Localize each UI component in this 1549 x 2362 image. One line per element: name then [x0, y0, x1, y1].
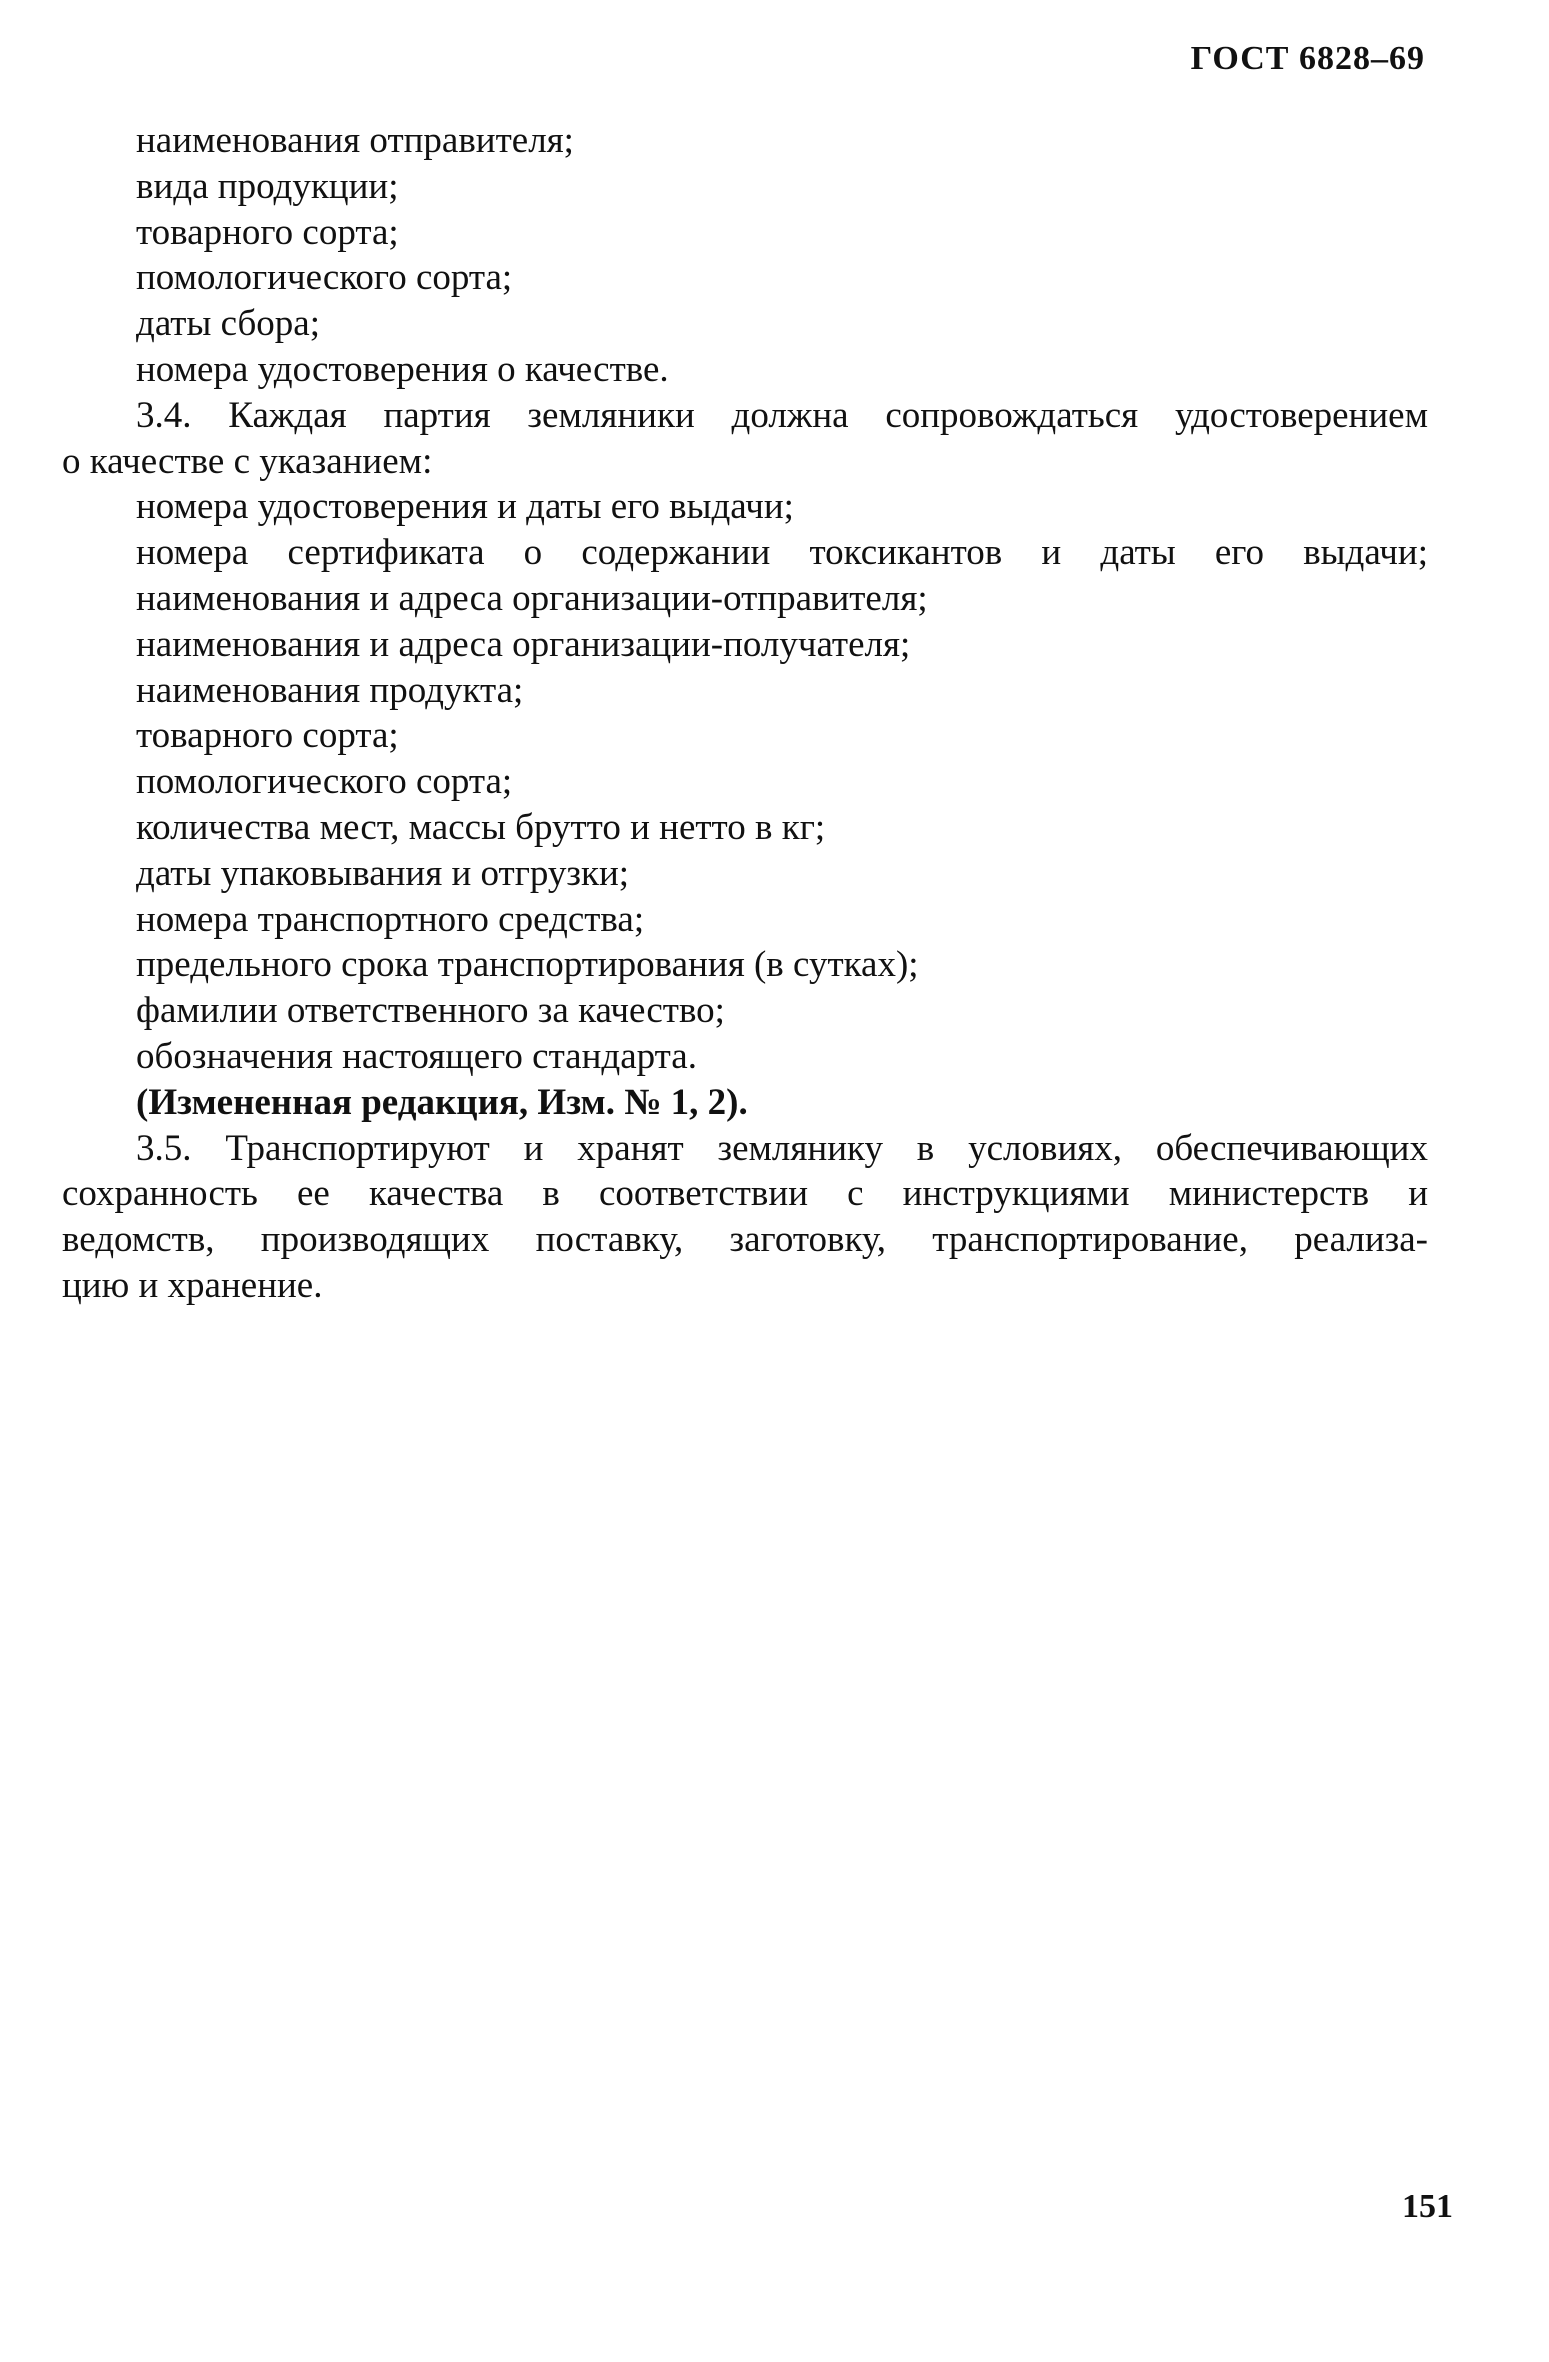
text-line: помологического сорта; [136, 257, 513, 299]
text-line: ведомств, производящих поставку, заготовку, транспортирование, реализа- [62, 1219, 1428, 1261]
text-line: наименования и адреса организации-получателя; [136, 623, 911, 665]
text-line: (Измененная редакция, Изм. № 1, 2). [136, 1081, 748, 1123]
text-line: наименования продукта; [136, 669, 524, 711]
text-line: количества мест, массы брутто и нетто в кг; [136, 806, 826, 848]
text-line: даты сбора; [136, 303, 320, 345]
text-line: товарного сорта; [136, 211, 399, 253]
text-line: номера удостоверения и даты его выдачи; [136, 486, 794, 528]
text-line: сохранность ее качества в соответствии с инструкциями министерств и [62, 1173, 1428, 1215]
page-number: 151 [1402, 2188, 1453, 2225]
text-line: цию и хранение. [62, 1264, 323, 1306]
text-line: наименования и адреса организации-отправителя; [136, 577, 928, 619]
text-line: товарного сорта; [136, 715, 399, 757]
text-line: обозначения настоящего стандарта. [136, 1035, 697, 1077]
text-line: помологического сорта; [136, 761, 513, 803]
text-line: фамилии ответственного за качество; [136, 990, 725, 1032]
text-line: вида продукции; [136, 165, 399, 207]
text-line: наименования отправителя; [136, 120, 574, 161]
text-line: 3.4. Каждая партия земляники должна сопровождаться удостоверением [136, 394, 1428, 436]
text-line: о качестве с указанием: [62, 440, 433, 482]
text-line: номера сертификата о содержании токсикантов и даты его выдачи; [136, 532, 1428, 574]
text-line: предельного срока транспортирования (в сутках); [136, 944, 919, 986]
text-line: номера транспортного средства; [136, 898, 645, 940]
text-line: 3.5. Транспортируют и хранят землянику в условиях, обеспечивающих [136, 1127, 1428, 1169]
standard-designation: ГОСТ 6828–69 [1190, 40, 1425, 77]
text-line: номера удостоверения о качестве. [136, 348, 669, 390]
document-body [62, 118, 1428, 1309]
text-line: даты упаковывания и отгрузки; [136, 852, 630, 894]
